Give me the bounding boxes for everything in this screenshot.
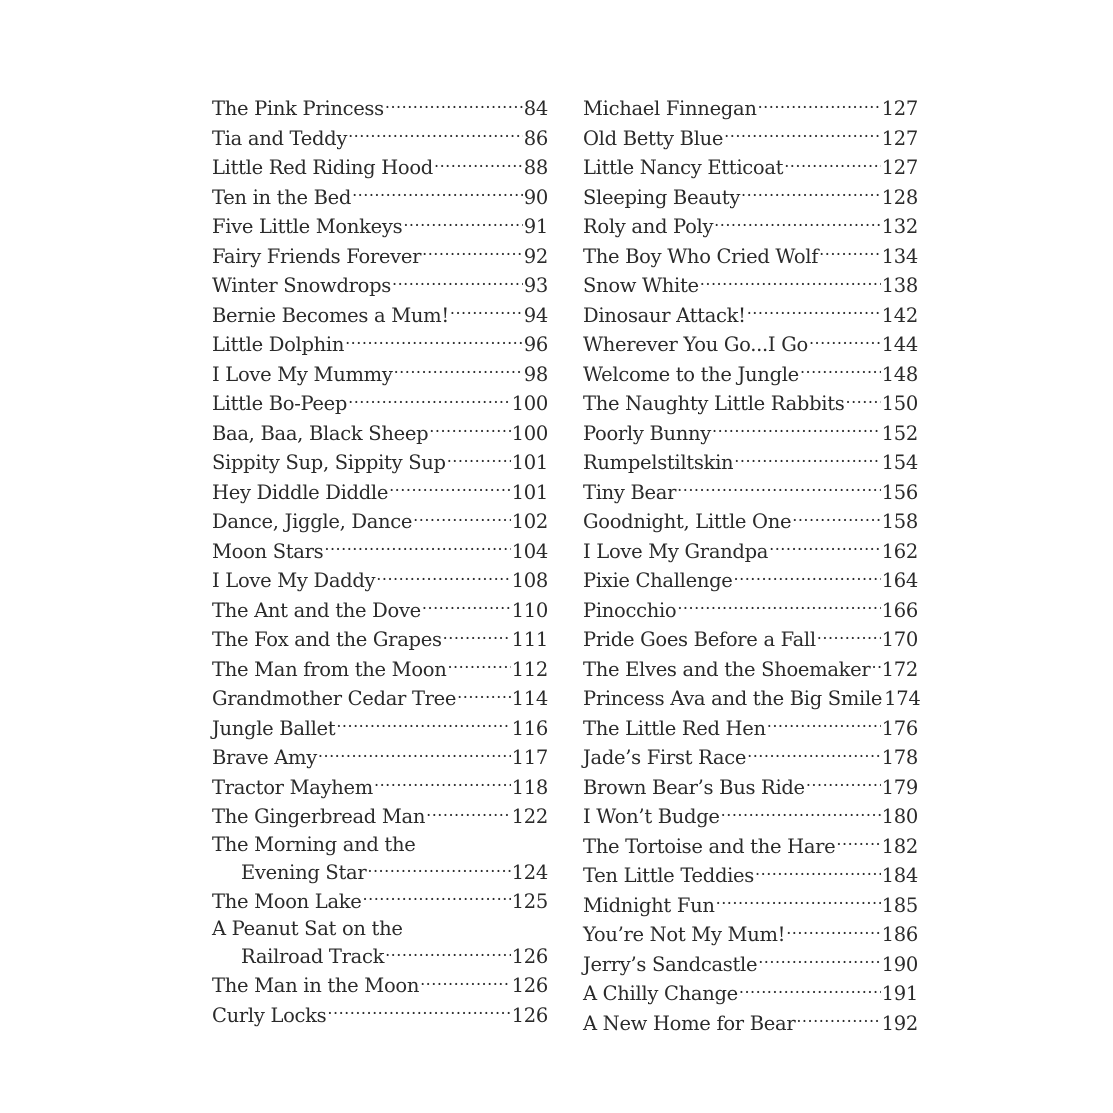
entry-title: Fairy Friends Forever [212,244,422,268]
entry-title: Jade’s First Race [583,746,747,769]
page-number: 102 [511,510,548,533]
page-number: 112 [511,657,548,681]
dot-leader [392,273,523,293]
contents-entry [583,537,918,567]
contents-entry [583,773,918,803]
entry-title: I Love My Mummy [212,362,393,386]
contents-entry [583,94,918,124]
dot-leader [721,804,881,824]
entry-title: Baa, Baa, Black Sheep [212,421,429,445]
contents-entry [212,271,548,301]
dot-leader [747,302,881,322]
contents-entry [212,212,548,242]
contents-column-right [583,94,921,1038]
page-number: 186 [881,923,918,946]
entry-title-continuation-line [212,858,548,887]
page-number: 182 [881,834,918,858]
entry-title: Grandmother Cedar Tree [212,687,457,710]
page-number: 179 [881,775,918,799]
dot-leader [845,391,880,411]
dot-leader [734,450,880,470]
page-number: 178 [881,746,918,769]
dot-leader [769,538,881,558]
contents-entry [583,743,918,773]
dot-leader [758,951,880,971]
dot-leader [700,273,881,293]
page-number: 108 [511,569,548,592]
page-number: 114 [511,687,548,710]
dot-leader [363,888,511,908]
contents-entry [583,655,918,685]
entry-title: Five Little Monkeys [212,215,403,238]
page-number: 116 [511,716,548,740]
entry-title: Tractor Mayhem [212,775,373,799]
contents-entry [583,124,918,154]
entry-title: A Chilly Change [583,982,738,1005]
dot-leader [786,922,880,942]
dot-leader [420,973,511,993]
entry-title: Princess Ava and the Big Smile [583,687,883,710]
contents-entry [212,887,548,917]
page-number: 100 [511,392,548,415]
contents-entry [583,183,918,213]
entry-title: Tiny Bear [583,480,677,504]
dot-leader [792,509,880,529]
contents-entry [583,832,918,862]
dot-leader [784,155,880,175]
contents-entry [583,242,918,272]
entry-title: The Man in the Moon [212,974,420,997]
page-number: 104 [511,539,548,563]
page-number: 122 [511,805,548,828]
dot-leader [447,450,511,470]
contents-entry [212,655,548,685]
page-number: 190 [881,952,918,976]
page-number: 164 [881,569,918,592]
contents-entry [583,507,918,537]
page-number: 185 [881,893,918,917]
page-number: 94 [523,303,548,327]
contents-entry [212,360,548,390]
entry-title: Little Dolphin [212,333,345,356]
entry-title: Roly and Poly [583,215,714,238]
entry-title: Bernie Becomes a Mum! [212,303,449,327]
contents-entry [583,714,918,744]
contents-entry [583,301,918,331]
page-number: 144 [881,333,918,356]
page-number: 172 [881,657,918,681]
entry-title: Welcome to the Jungle [583,362,799,386]
contents-entry [212,507,548,537]
contents-entry [212,183,548,213]
contents-entry [212,625,548,655]
dot-leader [677,597,880,617]
page-number: 98 [523,362,548,386]
page-number: 134 [881,244,918,268]
page-number: 192 [881,1011,918,1035]
entry-title: Jungle Ballet [212,716,336,740]
page-number: 138 [881,274,918,297]
dot-leader [324,538,510,558]
dot-leader [376,568,510,588]
dot-leader [767,715,881,735]
contents-entry [212,971,548,1001]
page-number: 128 [881,185,918,209]
dot-leader [385,944,511,964]
contents-entry [212,94,548,124]
entry-title: Little Nancy Etticoat [583,156,784,179]
contents-entry [583,360,918,390]
entry-title: Jerry’s Sandcastle [583,952,758,976]
entry-title: Rumpelstiltskin [583,451,734,474]
dot-leader [677,479,881,499]
entry-title: Curly Locks [212,1003,327,1027]
page-number: 90 [523,185,548,209]
dot-leader [836,833,880,853]
entry-title: The Moon Lake [212,889,362,913]
dot-leader [457,686,511,706]
dot-leader [403,214,522,234]
dot-leader [348,125,523,145]
entry-title-continued: Railroad Track [241,945,385,968]
entry-title: I Love My Grandpa [583,539,769,563]
page-number: 117 [511,746,548,769]
entry-title: Sippity Sup, Sippity Sup [212,451,446,474]
entry-title: Pixie Challenge [583,569,733,592]
entry-title: Brave Amy [212,746,317,769]
contents-entry [583,1009,918,1039]
dot-leader [809,332,881,352]
contents-entry [212,916,548,971]
entry-title: Sleeping Beauty [583,185,741,209]
page-number: 125 [511,889,548,913]
entry-title: Dance, Jiggle, Dance [212,510,413,533]
dot-leader [374,774,511,794]
entry-title: A New Home for Bear [583,1011,796,1035]
entry-title: Ten in the Bed [212,185,352,209]
page-number: 118 [511,775,548,799]
entry-title: The Morning and the [212,832,416,856]
entry-title: The Pink Princess [212,97,384,120]
page-number: 176 [881,716,918,740]
dot-leader [716,892,881,912]
page-number: 91 [523,215,548,238]
entry-title: Brown Bear’s Bus Ride [583,775,805,799]
page-number: 111 [511,628,548,651]
entry-title: The Gingerbread Man [212,805,426,828]
contents-entry [212,153,548,183]
dot-leader [741,184,881,204]
dot-leader [819,243,881,263]
page-number: 93 [523,274,548,297]
dot-leader [739,981,881,1001]
page-number: 166 [881,598,918,622]
page-number: 180 [881,805,918,828]
entry-title: I Won’t Budge [583,805,720,828]
contents-entry [583,271,918,301]
dot-leader [734,568,881,588]
page-number: 101 [511,451,548,474]
contents-entry [212,419,548,449]
dot-leader [747,745,881,765]
entry-title: Little Bo-Peep [212,392,348,415]
page-number: 84 [523,97,548,120]
entry-title: Tia and Teddy [212,126,348,150]
dot-leader [447,656,510,676]
page-number: 127 [881,156,918,179]
dot-leader [758,96,881,116]
contents-entry [212,566,548,596]
entry-title: You’re Not My Mum! [583,923,786,946]
contents-entry [583,891,918,921]
contents-entry [212,330,548,360]
entry-title-continued: Evening Star [241,860,367,884]
page-number: 154 [881,451,918,474]
contents-entry [212,832,548,887]
page-number: 152 [881,421,918,445]
page-number: 88 [523,156,548,179]
contents-entry [583,684,921,714]
dot-leader [385,96,523,116]
contents-column-left [212,94,548,1030]
contents-entry [212,684,548,714]
contents-entry [212,773,548,803]
page-number: 124 [511,860,548,884]
page-number: 191 [881,982,918,1005]
entry-title: Poorly Bunny [583,421,712,445]
page-number: 96 [523,333,548,356]
page-number: 148 [881,362,918,386]
contents-entry [212,596,548,626]
dot-leader [755,863,881,883]
dot-leader [413,509,511,529]
dot-leader [352,184,523,204]
dot-leader [724,125,881,145]
entry-title: Ten Little Teddies [583,864,755,887]
page-number: 126 [511,945,548,968]
entry-title: The Tortoise and the Hare [583,834,836,858]
page-number: 162 [881,539,918,563]
dot-leader [434,155,523,175]
entry-title: The Little Red Hen [583,716,766,740]
page-number: 86 [523,126,548,150]
entry-title: Winter Snowdrops [212,274,391,297]
contents-entry [583,419,918,449]
page-number: 174 [884,687,921,710]
contents-entry [212,802,548,832]
page-number: 150 [881,392,918,415]
entry-title-continuation-line [212,942,548,971]
entry-title: The Boy Who Cried Wolf [583,244,819,268]
contents-entry [583,979,918,1009]
dot-leader [394,361,523,381]
entry-title: Snow White [583,274,699,297]
dot-leader [422,243,523,263]
dot-leader [367,859,510,879]
contents-entry [212,301,548,331]
dot-leader [714,214,881,234]
entry-title: The Man from the Moon [212,657,447,681]
contents-entry [583,566,918,596]
contents-entry [212,242,548,272]
dot-leader [318,745,511,765]
dot-leader [345,332,523,352]
contents-entry [212,478,548,508]
contents-entry [583,212,918,242]
page-number: 92 [523,244,548,268]
contents-entry [212,743,548,773]
dot-leader [817,627,881,647]
contents-entry [212,448,548,478]
contents-entry [212,1001,548,1031]
contents-entry [212,389,548,419]
dot-leader [443,627,511,647]
entry-title: Pride Goes Before a Fall [583,628,816,651]
page-number: 110 [511,598,548,622]
entry-title: Moon Stars [212,539,324,563]
contents-entry [212,537,548,567]
dot-leader [348,391,511,411]
page-number: 142 [881,303,918,327]
entry-title: The Fox and the Grapes [212,628,442,651]
contents-entry [583,153,918,183]
page-number: 127 [881,97,918,120]
contents-entry [583,330,918,360]
dot-leader [871,656,880,676]
entry-title: The Naughty Little Rabbits [583,392,845,415]
dot-leader [389,479,511,499]
entry-title: Wherever You Go...I Go [583,333,808,356]
contents-entry [583,920,918,950]
page-number: 184 [881,864,918,887]
page-number: 127 [881,126,918,150]
dot-leader [426,804,511,824]
entry-title: Old Betty Blue [583,126,724,150]
dot-leader [422,597,511,617]
dot-leader [429,420,510,440]
contents-entry [583,861,918,891]
contents-entry [583,802,918,832]
page-number: 158 [881,510,918,533]
dot-leader [796,1010,880,1030]
entry-title: Michael Finnegan [583,97,757,120]
entry-title: I Love My Daddy [212,569,376,592]
page-number: 101 [511,480,548,504]
contents-entry [212,124,548,154]
dot-leader [450,302,523,322]
dot-leader [327,1002,510,1022]
contents-entry [583,389,918,419]
contents-entry [583,448,918,478]
entry-title: Dinosaur Attack! [583,303,746,327]
dot-leader [806,774,881,794]
contents-entry [583,625,918,655]
page-number: 132 [881,215,918,238]
dot-leader [336,715,510,735]
entry-title: The Ant and the Dove [212,598,421,622]
contents-entry [583,950,918,980]
entry-title: Hey Diddle Diddle [212,480,389,504]
entry-title: Little Red Riding Hood [212,156,433,179]
dot-leader [800,361,881,381]
entry-title: Midnight Fun [583,893,715,917]
entry-title: The Elves and the Shoemaker [583,657,871,681]
page-number: 100 [511,421,548,445]
entry-title: A Peanut Sat on the [212,917,403,940]
page-number: 156 [881,480,918,504]
page-number: 126 [511,974,548,997]
contents-entry [212,714,548,744]
dot-leader [712,420,881,440]
page-number: 126 [511,1003,548,1027]
page-number: 170 [881,628,918,651]
contents-entry [583,478,918,508]
entry-title: Goodnight, Little One [583,510,792,533]
entry-title: Pinocchio [583,598,677,622]
contents-entry [583,596,918,626]
